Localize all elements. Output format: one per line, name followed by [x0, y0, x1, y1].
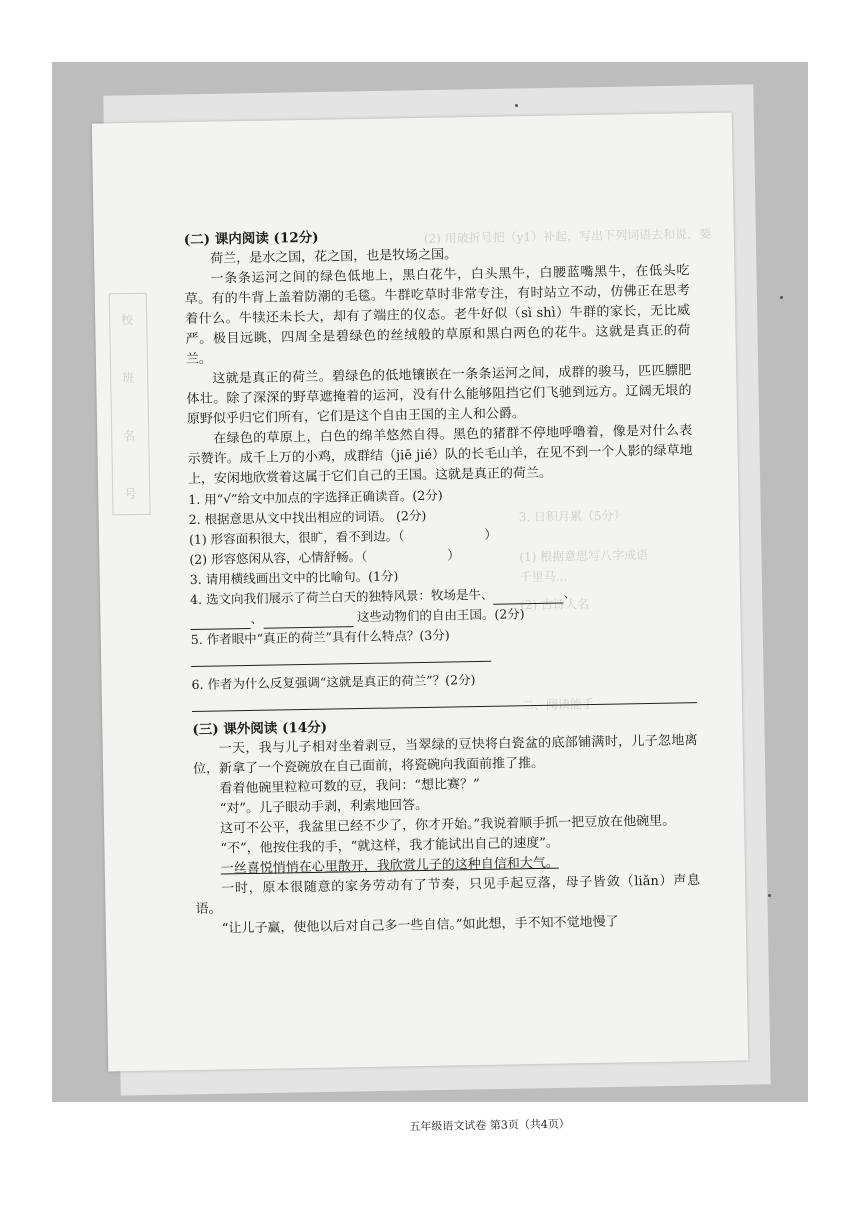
- separator: 、: [250, 610, 264, 626]
- question-2-2-text: (2) 形容悠闲从容，心情舒畅。（: [189, 548, 368, 568]
- bleed-through-text: 千里马...: [519, 569, 568, 585]
- exam-page: [92, 112, 748, 1134]
- passage-paragraph: 一条条运河之间的绿色低地上，黑白花牛，白头黑牛，白腰蓝嘴黑牛，在低头吃草。有的牛背上盖着防潮的毛毯。牛群吃草时非常专注，有时站立不动，仿佛正在思考着什么。牛犊还未长大，却有了端庄的仪态。老牛好似（sì shì）牛群的家长，无比威严。极目远眺，四周全是碧绿色的丝绒般的草原和黑白两色的花牛。这就是真正的荷兰。: [184, 263, 691, 368]
- scan-speck: [515, 104, 518, 107]
- question-2-1-text: (1) 形容面积很大，很旷，看不到边。（: [188, 528, 405, 548]
- bleed-through-text: (1) 根据意思写八字成语: [519, 548, 649, 565]
- passage-paragraph: 一天，我与儿子相对坐着剥豆，当翠绿的豆快将白瓷盆的底部铺满时，儿子忽地离位，新拿了一个瓷碗放在自己面前，将瓷碗向我面前推了推。: [192, 733, 698, 777]
- close-paren: ）: [447, 547, 460, 563]
- passage-paragraph: 在绿色的草原上，白色的绵羊悠然自得。黑色的猪群不停地呼噜着，像是对什么表示赞许。成千上万的小鸡，成群结（jiē jié）队的长毛山羊，在见不到一个人影的绿草地上，安闲地欣赏着这属于它们自己的王国。这就是真正的荷兰。: [187, 423, 693, 488]
- bleed-through-text: (2) 古诗人名: [520, 597, 590, 613]
- answer-blank[interactable]: [263, 612, 353, 629]
- binding-char: 号: [124, 486, 137, 502]
- page-footer: 五年级语文试卷 第3页（共4页）: [409, 1117, 570, 1134]
- answer-blank[interactable]: [190, 614, 250, 630]
- question-4-text: 4. 选文向我们展示了荷兰白天的独特风景：牧场是牛、: [189, 586, 494, 608]
- passage-paragraph: 这可不公平，我盆里已经不少了，你才开始。”我说着顺手抓一把豆放在他碗里。: [219, 813, 676, 837]
- exam-content: [184, 221, 701, 940]
- answer-line[interactable]: [191, 647, 491, 667]
- passage-paragraph: 看着他碗里粒粒可数的豆，我问：“想比赛？”: [219, 776, 480, 797]
- section-heading: (二) 课内阅读 (12分): [183, 229, 319, 249]
- question-3: 3. 请用横线画出文中的比喻句。(1分): [189, 568, 399, 588]
- bleed-through-text: (2) 用破折号把（y1）补起，写出下列词语去和说，要: [423, 226, 712, 246]
- section-heading: (三) 课外阅读 (14分): [192, 719, 328, 738]
- binding-char: 名: [123, 428, 136, 444]
- underlined-sentence: 一丝喜悦悄悄在心里散开，我欣赏儿子的这种自信和大气。: [220, 855, 559, 877]
- question-6: 6. 作者为什么反复强调“这就是真正的荷兰”？(2分): [191, 672, 476, 692]
- binding-char: 校: [121, 312, 134, 328]
- answer-blank[interactable]: [493, 588, 563, 604]
- question-5: 5. 作者眼中“真正的荷兰”具有什么特点？(3分): [190, 627, 450, 648]
- separator: 、: [563, 585, 577, 601]
- scan-speck: [768, 894, 771, 897]
- bleed-through-text: 二、阅读能手: [521, 696, 595, 713]
- passage-paragraph: 荷兰，是水之国，花之国，也是牧场之国。: [210, 247, 458, 267]
- binding-char: 班: [122, 370, 135, 386]
- passage-paragraph: “不”，他按住我的手，“就这样，我才能试出自己的速度”。: [220, 835, 560, 857]
- question-1: 1. 用“√”给文中加点的字选择正确读音。(2分): [188, 487, 443, 508]
- passage-paragraph: “对”。儿子眼动手剥，利索地回答。: [219, 797, 429, 817]
- scan-speck: [780, 296, 783, 299]
- passage-paragraph: “让儿子赢，使他以后对自己多一些自信。”如此想，手不知不觉地慢了: [221, 914, 619, 937]
- close-paren: ）: [484, 526, 498, 542]
- bleed-through-text: 3. 日积月累（5分）: [518, 508, 626, 525]
- question-4-end: 这些动物们的自由王国。(2分): [356, 606, 525, 625]
- question-2: 2. 根据意思从文中找出相应的词语。 (2分): [188, 507, 427, 528]
- passage-paragraph: 一时，原本很随意的家务劳动有了节奏，只见手起豆落，母子皆敛（liǎn）声息语。: [195, 873, 701, 917]
- passage-paragraph: 这就是真正的荷兰。碧绿色的低地镶嵌在一条条运河之间，成群的骏马，匹匹膘肥体壮。除了深深的野草遮掩着的运河，没有什么能够阻挡它们飞驰到远方。辽阔无垠的原野似乎归它们所有，它们是这个自由王国的主人和公爵。: [186, 363, 692, 428]
